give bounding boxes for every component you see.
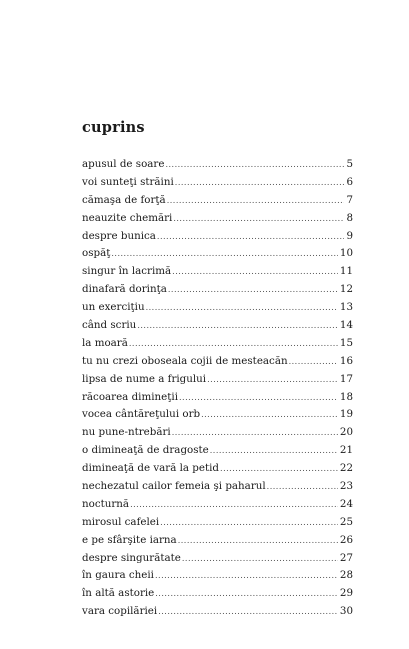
toc-entry-page-number: 18 (339, 390, 353, 403)
list-item (82, 514, 353, 532)
list-item (82, 317, 353, 335)
list-item (82, 156, 353, 174)
toc-entry-page-number: 22 (339, 462, 353, 475)
list-item (82, 174, 353, 192)
toc-entry-page-number: 23 (339, 480, 353, 493)
toc-entry-title: dimineaţă de vară la petid (82, 462, 220, 475)
toc-entry-page-number: 28 (339, 569, 353, 582)
list-item (82, 263, 353, 281)
toc-entry-title: singur în lacrimă (82, 265, 172, 278)
dot-leader (157, 228, 345, 246)
list-item (82, 353, 353, 371)
dot-leader (158, 603, 338, 621)
toc-entry-page-number: 20 (339, 426, 353, 439)
list-item (82, 371, 353, 389)
list-item (82, 460, 353, 478)
list-item (82, 299, 353, 317)
toc-entry-page-number: 16 (339, 354, 353, 367)
dot-leader (178, 532, 338, 550)
toc-entry-title: în altă astorie (82, 587, 155, 600)
dot-leader (172, 424, 338, 442)
toc-entry-title: răcoarea dimineţii (82, 390, 178, 403)
toc-entry-page-number: 21 (339, 444, 353, 457)
toc-entry-page-number: 26 (339, 533, 353, 546)
dot-leader (289, 353, 338, 371)
toc-entry-page-number: 10 (339, 247, 353, 260)
list-item (82, 281, 353, 299)
dot-leader (165, 156, 344, 174)
toc-entry-title: neauzite chemări (82, 211, 173, 224)
toc-entry-title: despre bunica (82, 229, 156, 242)
dot-leader (173, 210, 344, 228)
toc-entry-title: cămaşa de forţă (82, 193, 166, 206)
list-item (82, 406, 353, 424)
list-item (82, 532, 353, 550)
list-item (82, 424, 353, 442)
dot-leader (267, 478, 338, 496)
toc-entry-title: tu nu crezi oboseala cojii de mesteacăn (82, 354, 288, 367)
toc-entry-title: nu pune-ntrebări (82, 426, 171, 439)
dot-leader (182, 550, 338, 568)
toc-entry-title: nocturnă (82, 497, 130, 510)
toc-entry-page-number: 13 (339, 301, 353, 314)
dot-leader (179, 389, 338, 407)
toc-entry-page-number: 25 (339, 515, 353, 528)
list-item (82, 335, 353, 353)
toc-entry-page-number: 14 (339, 319, 353, 332)
toc-entry-title: când scriu (82, 319, 137, 332)
toc-entry-page-number: 12 (339, 283, 353, 296)
list-item (82, 245, 353, 263)
dot-leader (146, 299, 338, 317)
toc-entry-title: dinafară dorinţa (82, 283, 167, 296)
toc-entry-page-number: 27 (339, 551, 353, 564)
toc-entry-title: mirosul cafelei (82, 515, 160, 528)
toc-entry-page-number: 17 (339, 372, 353, 385)
toc-entry-title: apusul de soare (82, 158, 165, 170)
toc-entry-title: nechezatul cailor femeia şi paharul (82, 480, 266, 493)
toc-entry-title: o dimineaţă de dragoste (82, 444, 209, 457)
dot-leader (129, 335, 338, 353)
dot-leader (111, 245, 338, 263)
dot-leader (201, 406, 338, 424)
toc-entry-title: lipsa de nume a frigului (82, 372, 207, 385)
toc-entry-page-number: 5 (346, 158, 353, 170)
dot-leader (168, 281, 338, 299)
list-item (82, 210, 353, 228)
dot-leader (167, 192, 345, 210)
toc-entry-page-number: 8 (346, 211, 353, 224)
list-item (82, 228, 353, 246)
toc-entry-page-number: 19 (339, 408, 353, 421)
toc-entry-title: vara copilăriei (82, 605, 158, 618)
list-item (82, 567, 353, 585)
page-title: cuprins (82, 119, 145, 136)
toc-entry-page-number: 15 (339, 336, 353, 349)
list-item (82, 192, 353, 210)
list-item (82, 496, 353, 514)
dot-leader (160, 514, 338, 532)
dot-leader (207, 371, 338, 389)
dot-leader (130, 496, 338, 514)
toc-entry-title: despre singurătate (82, 551, 181, 564)
dot-leader (172, 263, 338, 281)
dot-leader (137, 317, 338, 335)
list-item (82, 550, 353, 568)
list-item (82, 442, 353, 460)
toc-entry-page-number: 9 (346, 229, 353, 242)
toc-entry-page-number: 30 (339, 605, 353, 618)
dot-leader (155, 585, 338, 603)
dot-leader (220, 460, 338, 478)
dot-leader (210, 442, 338, 460)
toc-entry-title: voi sunteţi străini (82, 175, 174, 188)
list-item (82, 389, 353, 407)
dot-leader (155, 567, 338, 585)
toc-entry-page-number: 24 (339, 497, 353, 510)
toc-entry-title: la moară (82, 336, 128, 349)
toc-entry-page-number: 29 (339, 587, 353, 600)
list-item (82, 478, 353, 496)
toc-entry-page-number: 11 (339, 265, 353, 278)
list-item (82, 603, 353, 621)
toc-entry-title: vocea cântăreţului orb (82, 408, 201, 421)
toc-entry-page-number: 7 (346, 193, 353, 206)
table-of-contents (82, 156, 353, 621)
dot-leader (175, 174, 345, 192)
toc-entry-title: în gaura cheii (82, 569, 154, 582)
toc-entry-title: ospăţ (82, 247, 111, 260)
list-item (82, 585, 353, 603)
toc-entry-title: un exerciţiu (82, 301, 145, 314)
toc-entry-page-number: 6 (346, 175, 353, 188)
toc-entry-title: e pe sfârşite iarna (82, 533, 177, 546)
